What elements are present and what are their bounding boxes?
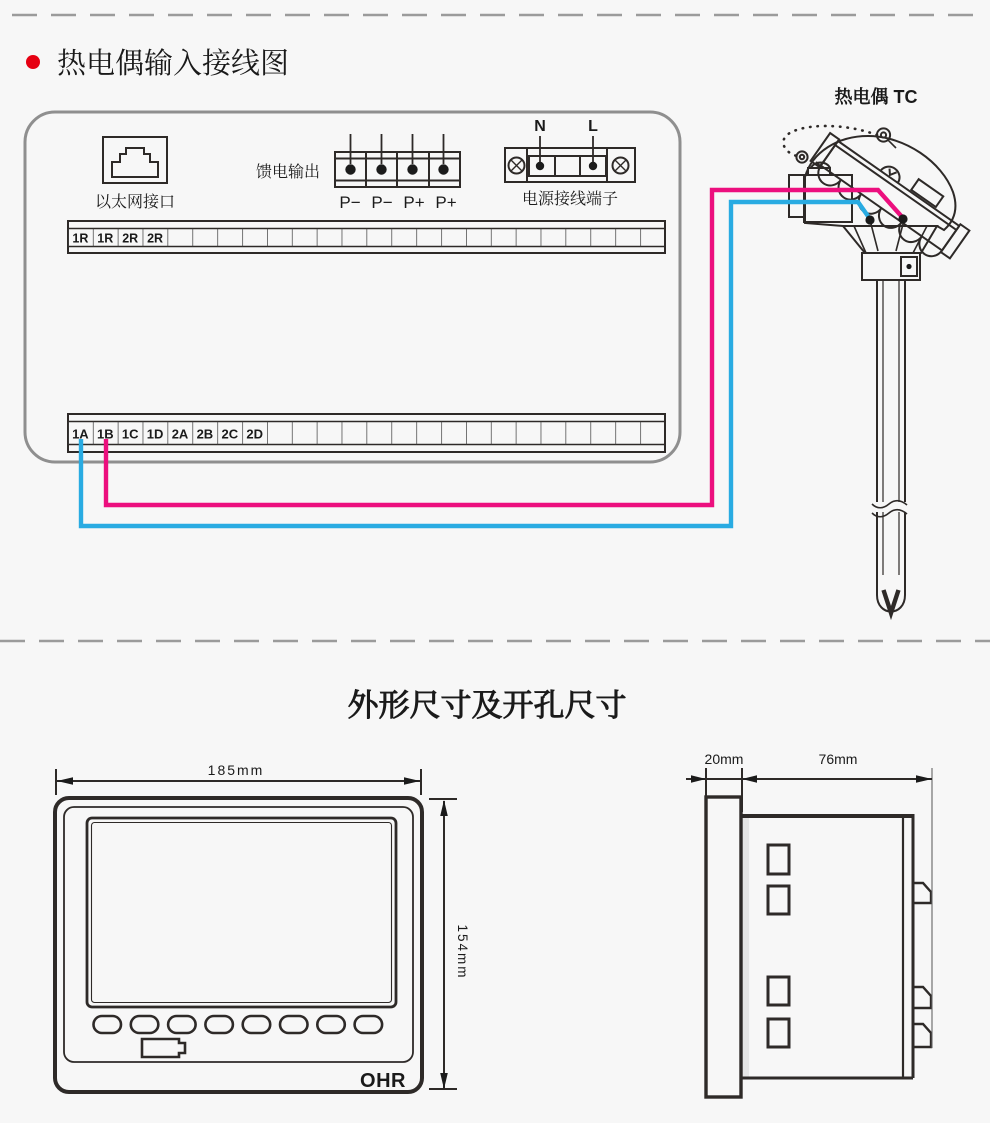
power-terminal-label: 电源接线端子 (521, 191, 619, 208)
tc-terminal-dot (898, 214, 907, 223)
screen (87, 818, 396, 1007)
feed-pin-label: P+ (403, 193, 425, 212)
feed-pin-label: P− (371, 193, 393, 212)
brand-logo: OHR (360, 1070, 406, 1092)
ethernet-label: 以太网接口 (94, 194, 176, 211)
side-view-drawing (706, 768, 932, 1097)
terminal-cell-label: 1C (121, 426, 139, 442)
side-bezel-dim: 20mm (704, 751, 744, 767)
mounting-lugs (913, 883, 931, 1047)
power-pin-n: N (534, 118, 546, 135)
thermocouple-label: 热电偶 TC (834, 87, 918, 107)
red-bullet-icon (26, 55, 40, 69)
dimensions-section-title: 外形尺寸及开孔尺寸 (347, 688, 627, 723)
wire-blue-1A (81, 202, 870, 526)
terminal-cell-label: 2C (221, 426, 239, 442)
terminal-cell-label: 2D (246, 426, 264, 442)
feed-pin-label: P− (339, 193, 361, 212)
usb-port-icon (142, 1039, 185, 1057)
feed-output-label: 馈电输出 (255, 164, 321, 181)
power-pin-l: L (588, 118, 598, 135)
rear-terminal-blocks (768, 845, 789, 1047)
recorder-rear-panel (25, 112, 680, 462)
feed-output-terminal-block (335, 134, 460, 187)
terminal-cell-label: 2R (147, 231, 164, 246)
terminal-cell-label: 2R (122, 231, 139, 246)
front-width-dim: 185mm (207, 762, 265, 778)
side-body-dim: 76mm (818, 751, 858, 767)
wiring-title: 热电偶输入接线图 (57, 48, 290, 80)
terminal-cell-label: 1A (72, 426, 89, 442)
side-dimension-lines (686, 768, 932, 812)
power-terminal-block (505, 136, 635, 182)
terminal-cell-label: 1R (72, 231, 89, 246)
front-buttons (94, 1016, 383, 1033)
thermocouple-illustration (783, 122, 976, 613)
front-height-dim: 154mm (455, 924, 470, 980)
ethernet-port-icon (103, 137, 167, 183)
feed-pin-label: P+ (435, 193, 457, 212)
terminal-cell-label: 1B (96, 426, 114, 442)
front-view-drawing (55, 798, 422, 1092)
terminal-cell-label: 1D (146, 426, 164, 442)
terminal-cell-label: 2A (171, 426, 189, 442)
tc-terminal-dot (865, 215, 874, 224)
terminal-cell-label: 1R (97, 231, 114, 246)
terminal-cell-label: 2B (196, 426, 214, 442)
